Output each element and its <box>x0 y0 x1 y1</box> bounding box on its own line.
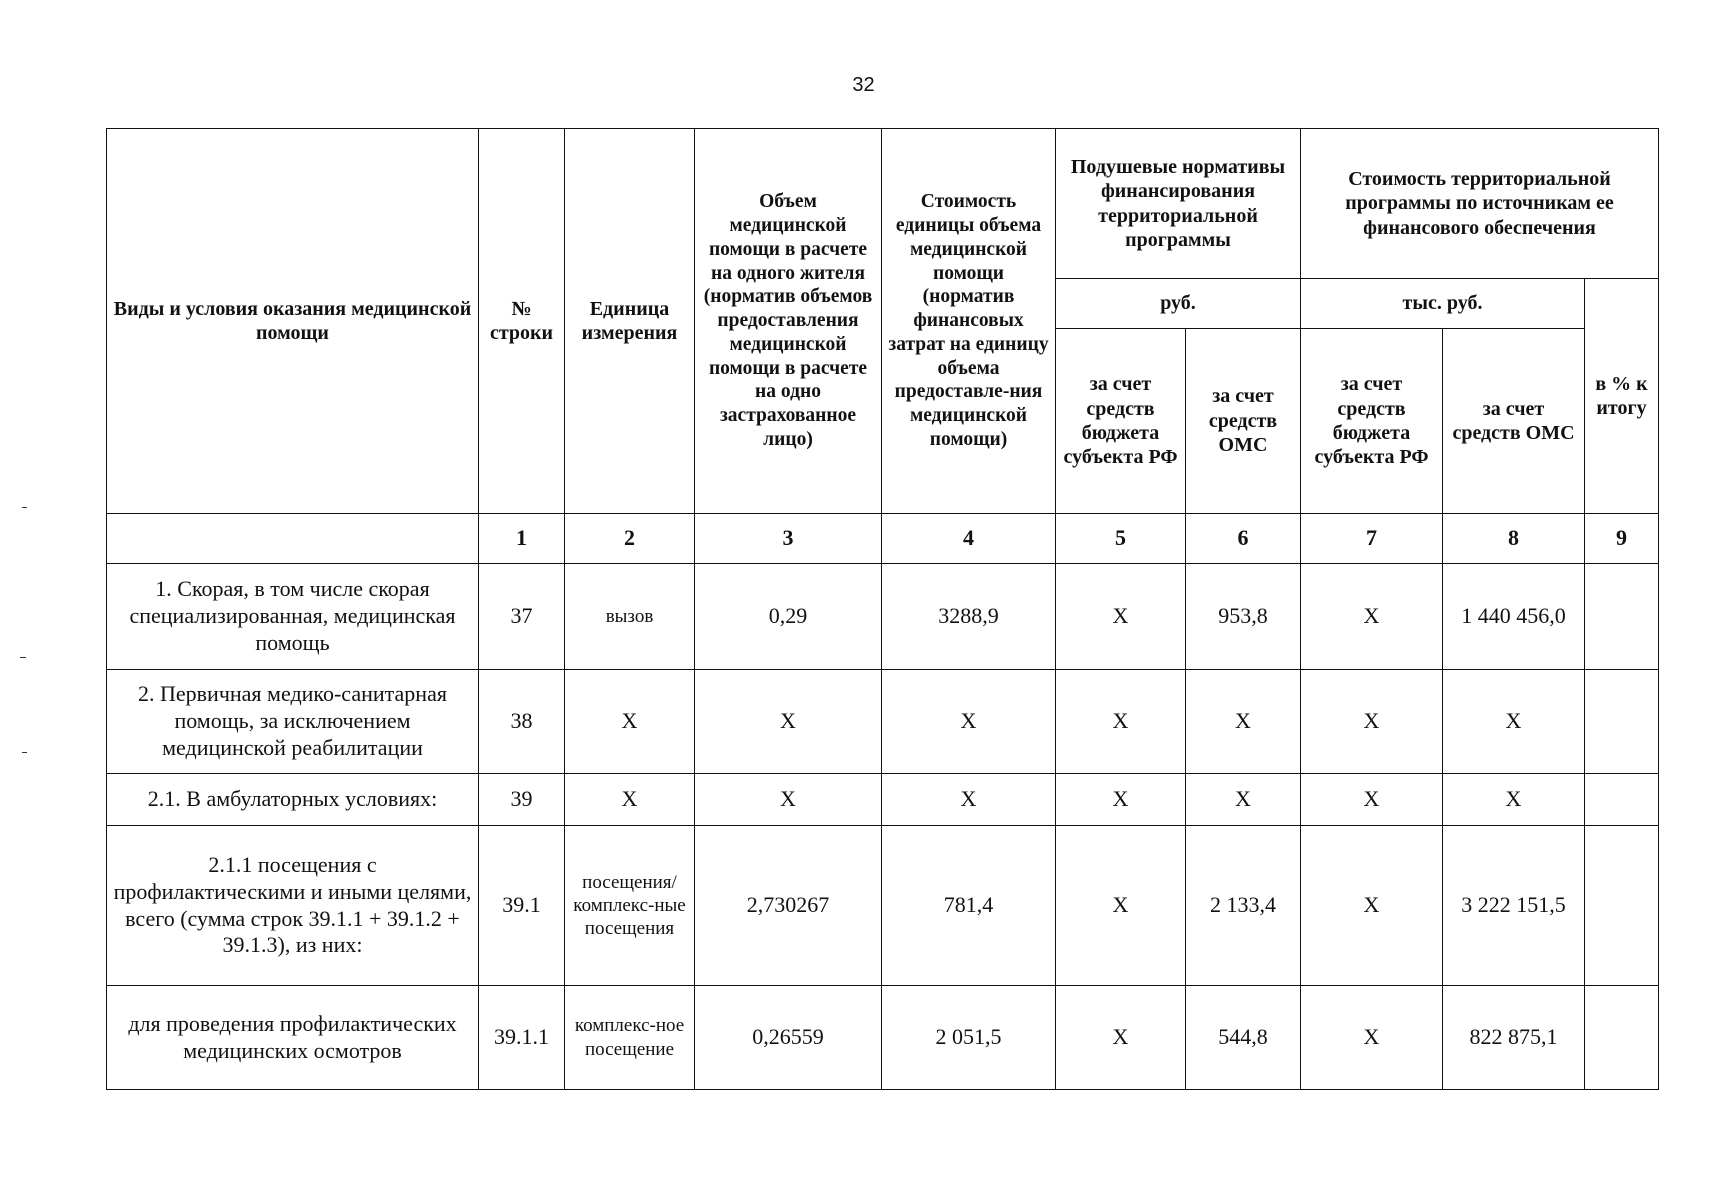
row-cost: 2 051,5 <box>882 986 1056 1090</box>
row-pc-budget: X <box>1056 986 1186 1090</box>
row-volume: 2,730267 <box>695 826 882 986</box>
row-pc-oms: X <box>1186 670 1301 774</box>
row-volume: X <box>695 670 882 774</box>
header-types: Виды и условия оказания медицинской помощи <box>107 129 479 514</box>
table-row <box>107 986 1659 1090</box>
row-cost: 3288,9 <box>882 564 1056 670</box>
row-percent <box>1585 774 1659 826</box>
header-percent: в % к итогу <box>1585 279 1659 514</box>
row-tc-budget: X <box>1301 986 1443 1090</box>
column-number <box>107 514 479 564</box>
row-type: 2.1. В амбулаторных условиях: <box>107 774 479 826</box>
row-volume: X <box>695 774 882 826</box>
header-tc-oms: за счет средств ОМС <box>1443 329 1585 514</box>
row-tc-oms: 3 222 151,5 <box>1443 826 1585 986</box>
row-tc-oms: X <box>1443 670 1585 774</box>
row-pc-oms: 544,8 <box>1186 986 1301 1090</box>
column-number: 7 <box>1301 514 1443 564</box>
scan-mark <box>20 657 26 658</box>
row-cost: X <box>882 774 1056 826</box>
row-tc-oms: 822 875,1 <box>1443 986 1585 1090</box>
row-tc-budget: X <box>1301 774 1443 826</box>
row-tc-budget: X <box>1301 564 1443 670</box>
column-number: 9 <box>1585 514 1659 564</box>
row-unit: X <box>565 774 695 826</box>
row-type: 2.1.1 посещения с профилактическими и иными целями, всего (сумма строк 39.1.1 + 39.1.2 + 39.1.3), из них: <box>107 826 479 986</box>
row-tc-budget: X <box>1301 826 1443 986</box>
header-pc-budget: за счет средств бюджета субъекта РФ <box>1056 329 1186 514</box>
table-row <box>107 826 1659 986</box>
header-unit-cost: Стоимость единицы объема медицинской помощи (норматив финансовых затрат на единицу объема предоставле-ния медицинской помощи) <box>882 129 1056 514</box>
table-row <box>107 670 1659 774</box>
row-cost: X <box>882 670 1056 774</box>
row-number: 39.1.1 <box>479 986 565 1090</box>
row-unit: комплекс-ное посещение <box>565 986 695 1090</box>
table-row <box>107 564 1659 670</box>
row-tc-oms: X <box>1443 774 1585 826</box>
row-unit: посещения/ комплекс-ные посещения <box>565 826 695 986</box>
row-pc-oms: 2 133,4 <box>1186 826 1301 986</box>
header-tc-budget: за счет средств бюджета субъекта РФ <box>1301 329 1443 514</box>
header-unit-thousand-rub: тыс. руб. <box>1301 279 1585 329</box>
row-unit: вызов <box>565 564 695 670</box>
row-cost: 781,4 <box>882 826 1056 986</box>
header-volume: Объем медицинской помощи в расчете на одного жителя (норматив объемов предоставления медицинской помощи в расчете на одно застрахованное лицо) <box>695 129 882 514</box>
column-number: 8 <box>1443 514 1585 564</box>
row-percent <box>1585 670 1659 774</box>
header-unit: Единица измерения <box>565 129 695 514</box>
column-number: 5 <box>1056 514 1186 564</box>
column-number: 4 <box>882 514 1056 564</box>
page-number: 32 <box>852 74 875 96</box>
row-pc-budget: X <box>1056 774 1186 826</box>
column-number: 2 <box>565 514 695 564</box>
row-type: 2. Первичная медико-санитарная помощь, за исключением медицинской реабилитации <box>107 670 479 774</box>
scan-mark <box>22 507 27 508</box>
row-pc-oms: 953,8 <box>1186 564 1301 670</box>
column-number-row <box>107 514 1659 564</box>
header-pc-oms: за счет средств ОМС <box>1186 329 1301 514</box>
column-number: 1 <box>479 514 565 564</box>
header-program-cost-group: Стоимость территориальной программы по источникам ее финансового обеспечения <box>1301 129 1659 279</box>
header-unit-rub: руб. <box>1056 279 1301 329</box>
row-number: 37 <box>479 564 565 670</box>
scan-mark <box>22 752 27 753</box>
column-number: 6 <box>1186 514 1301 564</box>
row-pc-oms: X <box>1186 774 1301 826</box>
row-pc-budget: X <box>1056 670 1186 774</box>
row-number: 39 <box>479 774 565 826</box>
header-per-capita-group: Подушевые нормативы финансирования территориальной программы <box>1056 129 1301 279</box>
row-tc-oms: 1 440 456,0 <box>1443 564 1585 670</box>
row-type: 1. Скорая, в том числе скорая специализированная, медицинская помощь <box>107 564 479 670</box>
column-number: 3 <box>695 514 882 564</box>
row-type: для проведения профилактических медицинских осмотров <box>107 986 479 1090</box>
row-volume: 0,26559 <box>695 986 882 1090</box>
row-number: 39.1 <box>479 826 565 986</box>
row-pc-budget: X <box>1056 826 1186 986</box>
row-percent <box>1585 826 1659 986</box>
row-volume: 0,29 <box>695 564 882 670</box>
financing-table <box>106 128 1659 1090</box>
row-percent <box>1585 986 1659 1090</box>
row-unit: X <box>565 670 695 774</box>
row-pc-budget: X <box>1056 564 1186 670</box>
header-row-number: № строки <box>479 129 565 514</box>
table-row <box>107 774 1659 826</box>
row-percent <box>1585 564 1659 670</box>
row-number: 38 <box>479 670 565 774</box>
row-tc-budget: X <box>1301 670 1443 774</box>
